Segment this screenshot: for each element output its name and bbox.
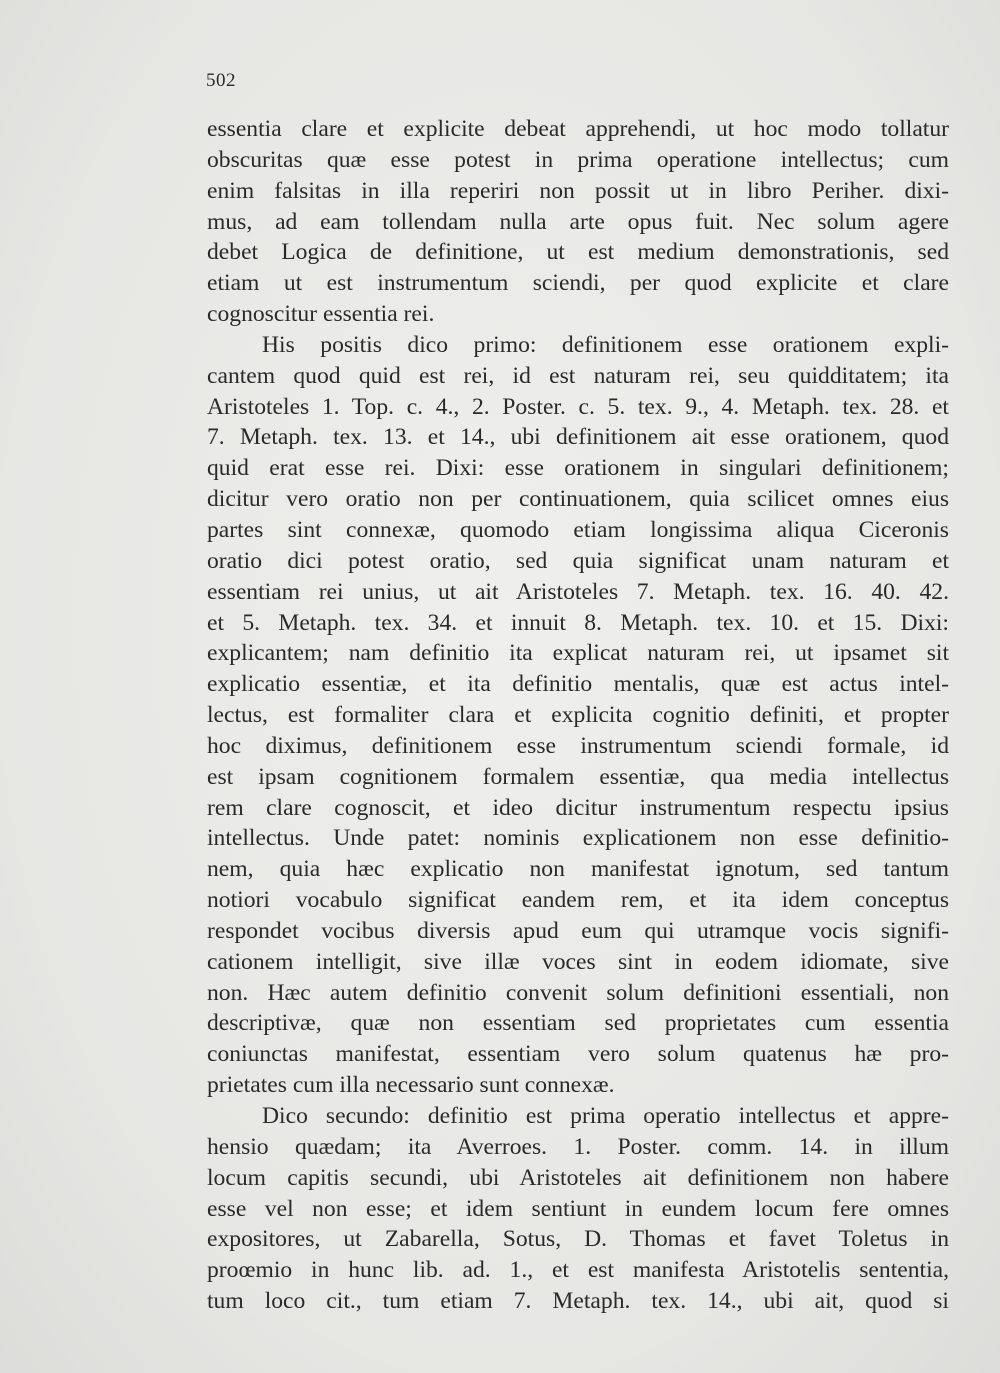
text-line: debet Logica de definitione, ut est medium demonstrationis, sed: [207, 239, 949, 266]
text-line: Aristoteles 1. Top. c. 4., 2. Poster. c. 5. tex. 9., 4. Metaph. tex. 28. et: [207, 393, 949, 420]
page-number: 502: [206, 70, 236, 91]
text-line: cognoscitur essentia rei.: [207, 301, 435, 328]
text-line: hensio quædam; ita Averroes. 1. Poster. comm. 14. in illum: [207, 1133, 949, 1160]
text-line: coniunctas manifestat, essentiam vero solum quatenus hæ pro-: [207, 1041, 949, 1068]
text-line: respondet vocibus diversis apud eum qui utramque vocis signifi-: [207, 917, 949, 944]
text-line: est ipsam cognitionem formalem essentiæ, qua media intellectus: [207, 763, 949, 790]
text-line: rem clare cognoscit, et ideo dicitur instrumentum respectu ipsius: [207, 794, 949, 821]
text-line: explicantem; nam definitio ita explicat naturam rei, ut ipsamet sit: [207, 640, 949, 667]
text-line: Dico secundo: definitio est prima operatio intellectus et appre-: [262, 1103, 949, 1129]
text-line: cantem quod quid est rei, id est naturam rei, seu quidditatem; ita: [207, 362, 949, 389]
text-line: 7. Metaph. tex. 13. et 14., ubi definitionem ait esse orationem, quod: [207, 424, 949, 451]
text-line: cationem intelligit, sive illæ voces sint in eodem idiomate, sive: [207, 948, 949, 975]
text-line: essentiam rei unius, ut ait Aristoteles 7. Metaph. tex. 16. 40. 42.: [207, 578, 949, 605]
text-line: quid erat esse rei. Dixi: esse orationem in singulari definitionem;: [207, 455, 949, 482]
text-line: descriptivæ, quæ non essentiam sed proprietates cum essentia: [207, 1010, 949, 1037]
text-line: notiori vocabulo significat eandem rem, et ita idem conceptus: [207, 887, 949, 914]
text-line: non. Hæc autem definitio convenit solum definitioni essentiali, non: [207, 979, 949, 1006]
text-line: proœmio in hunc lib. ad. 1., et est manifesta Aristotelis sententia,: [207, 1257, 949, 1284]
text-line: et 5. Metaph. tex. 34. et innuit 8. Metaph. tex. 10. et 15. Dixi:: [207, 609, 949, 636]
text-line: enim falsitas in illa reperiri non possit ut in libro Periher. dixi-: [207, 177, 949, 204]
text-line: prietates cum illa necessario sunt connexæ.: [207, 1072, 615, 1099]
text-line: explicatio essentiæ, et ita definitio mentalis, quæ est actus intel-: [207, 671, 949, 698]
text-line: oratio dici potest oratio, sed quia significat unam naturam et: [207, 547, 949, 574]
body-text: [207, 114, 949, 1317]
text-line: lectus, est formaliter clara et explicita cognitio definiti, et propter: [207, 702, 949, 729]
text-line: locum capitis secundi, ubi Aristoteles ait definitionem non habere: [207, 1164, 949, 1191]
text-line: obscuritas quæ esse potest in prima operatione intellectus; cum: [207, 146, 949, 173]
text-line: esse vel non esse; et idem sentiunt in eundem locum fere omnes: [207, 1195, 949, 1222]
text-line: essentia clare et explicite debeat apprehendi, ut hoc modo tollatur: [207, 116, 949, 142]
text-line: intellectus. Unde patet: nominis explicationem non esse definitio-: [207, 825, 949, 852]
text-line: partes sint connexæ, quomodo etiam longissima aliqua Ciceronis: [207, 516, 949, 543]
text-line: dicitur vero oratio non per continuationem, quia scilicet omnes eius: [207, 486, 949, 513]
text-line: nem, quia hæc explicatio non manifestat ignotum, sed tantum: [207, 856, 949, 883]
text-line: tum loco cit., tum etiam 7. Metaph. tex. 14., ubi ait, quod si: [207, 1288, 949, 1315]
text-line: mus, ad eam tollendam nulla arte opus fuit. Nec solum agere: [207, 208, 949, 235]
text-line: hoc diximus, definitionem esse instrumentum sciendi formale, id: [207, 732, 949, 759]
text-line: His positis dico primo: definitionem esse orationem expli-: [262, 331, 949, 358]
text-line: expositores, ut Zabarella, Sotus, D. Thomas et favet Toletus in: [207, 1226, 949, 1253]
text-line: etiam ut est instrumentum sciendi, per quod explicite et clare: [207, 270, 949, 297]
